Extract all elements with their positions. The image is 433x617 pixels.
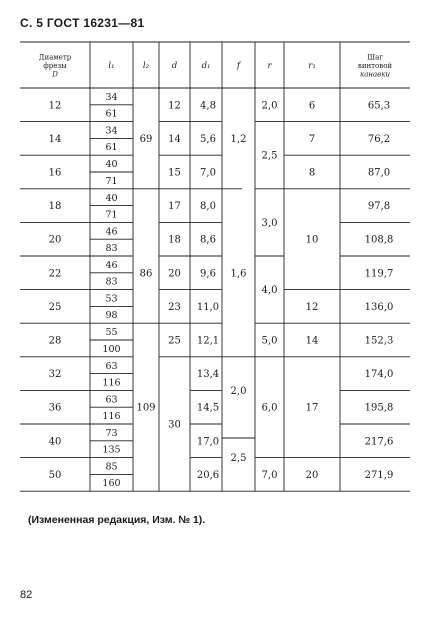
column-header-D: D xyxy=(52,70,58,79)
cell-step: 76,2 xyxy=(367,133,391,145)
cell-l1-short: 40 xyxy=(105,192,118,204)
cell-r: 6,0 xyxy=(261,402,278,414)
cell-d: 20 xyxy=(168,268,181,280)
cell-diameter: 16 xyxy=(48,167,62,179)
cell-l1-long: 61 xyxy=(105,142,118,154)
cell-l2: 109 xyxy=(136,402,156,414)
cell-diameter: 50 xyxy=(48,469,62,481)
cell-l1-short: 34 xyxy=(105,125,118,137)
cell-step: 87,0 xyxy=(367,167,391,179)
cell-l1-long: 116 xyxy=(102,411,121,422)
cell-d1: 20,6 xyxy=(196,469,220,481)
cell-step: 174,0 xyxy=(364,369,394,381)
cell-l1-short: 46 xyxy=(105,260,118,271)
column-header-D: фрезы xyxy=(43,62,67,70)
cell-f: 1,6 xyxy=(230,268,247,280)
cell-l1-long: 98 xyxy=(105,310,118,322)
cell-diameter: 28 xyxy=(48,335,62,347)
cell-l1-long: 160 xyxy=(102,478,121,490)
cell-l1-long: 71 xyxy=(105,209,118,221)
cell-d: 12 xyxy=(168,100,181,112)
cell-diameter: 22 xyxy=(48,268,62,280)
cell-f: 1,2 xyxy=(230,133,247,145)
cell-l1-short: 53 xyxy=(105,293,118,305)
cell-step: 65,3 xyxy=(367,100,391,112)
cell-r1: 10 xyxy=(305,234,319,246)
cell-step: 217,6 xyxy=(364,436,394,448)
cell-l1-long: 83 xyxy=(105,276,118,288)
cell-l1-short: 34 xyxy=(105,92,118,103)
revision-note: (Измененная редакция, Изм. № 1). xyxy=(28,514,206,526)
column-header-l1: l₁ xyxy=(108,61,115,71)
cell-r: 4,0 xyxy=(261,285,278,297)
cell-l1-long: 61 xyxy=(105,108,118,120)
cell-l1-short: 73 xyxy=(105,428,118,439)
cell-d1: 4,8 xyxy=(200,100,216,112)
cell-d1: 12,1 xyxy=(196,335,220,347)
cell-diameter: 12 xyxy=(48,100,62,112)
column-header-d1: d₁ xyxy=(201,61,211,71)
cell-l1-short: 40 xyxy=(105,159,118,171)
cell-l1-short: 46 xyxy=(105,226,118,238)
cell-r1: 14 xyxy=(305,335,319,347)
cell-r1: 8 xyxy=(308,167,316,179)
cell-d: 15 xyxy=(168,167,181,179)
cell-step: 97,8 xyxy=(367,201,391,213)
cell-l1-long: 71 xyxy=(105,175,118,187)
cell-step: 136,0 xyxy=(364,301,394,313)
column-header-D: Диаметр xyxy=(38,53,72,62)
cell-d1: 8,6 xyxy=(200,234,216,246)
cell-d1: 14,5 xyxy=(196,402,220,414)
column-header-r: r xyxy=(267,61,272,71)
cell-r1: 20 xyxy=(305,469,319,481)
cell-d1: 5,6 xyxy=(200,133,216,145)
cell-d: 23 xyxy=(168,301,181,313)
cell-step: 152,3 xyxy=(364,335,394,347)
column-header-l2: l₂ xyxy=(142,61,150,71)
cell-diameter: 36 xyxy=(48,402,62,414)
column-header-step: канавки xyxy=(360,70,390,79)
cell-diameter: 25 xyxy=(48,301,62,313)
cell-l1-long: 83 xyxy=(105,243,118,254)
cell-l1-long: 116 xyxy=(102,377,121,389)
cell-l1-short: 63 xyxy=(105,394,118,406)
cell-d-merged: 30 xyxy=(168,419,181,431)
column-header-f: f xyxy=(236,61,241,71)
cell-d1: 9,6 xyxy=(200,268,216,280)
cell-step: 119,7 xyxy=(364,268,394,280)
cell-r: 5,0 xyxy=(261,335,278,347)
cell-diameter: 14 xyxy=(48,133,62,145)
cell-d1: 17,0 xyxy=(196,436,220,448)
cell-r: 2,0 xyxy=(261,100,278,112)
cell-r: 7,0 xyxy=(261,469,278,481)
page-number: 82 xyxy=(20,589,33,601)
cell-r1: 6 xyxy=(308,100,316,112)
column-header-r1: r₁ xyxy=(308,61,316,71)
cell-r: 2,5 xyxy=(261,150,278,162)
cell-l1-long: 100 xyxy=(102,343,121,355)
column-header-d: d xyxy=(171,61,178,71)
cell-d1: 8,0 xyxy=(200,201,216,213)
cell-step: 108,8 xyxy=(364,234,394,246)
cell-diameter: 32 xyxy=(48,369,62,381)
cell-r: 3,0 xyxy=(261,217,278,229)
cell-step: 271,9 xyxy=(364,469,394,481)
cell-d1: 13,4 xyxy=(196,369,220,381)
cell-l1-long: 135 xyxy=(102,444,121,456)
cell-f: 2,0 xyxy=(230,385,247,397)
cell-r1: 7 xyxy=(308,133,316,145)
cell-diameter: 40 xyxy=(48,436,62,448)
cell-r1: 17 xyxy=(305,402,319,414)
cell-l2: 86 xyxy=(139,268,153,280)
cell-l2: 69 xyxy=(139,133,153,145)
cell-l1-short: 63 xyxy=(105,360,118,372)
page-header: С. 5 ГОСТ 16231—81 xyxy=(20,16,145,30)
column-header-step: Шаг xyxy=(367,53,383,62)
cell-d1: 7,0 xyxy=(200,167,216,179)
cell-d: 25 xyxy=(168,335,181,347)
cell-d: 14 xyxy=(168,133,181,145)
cell-d: 18 xyxy=(168,234,181,246)
cell-f: 2,5 xyxy=(230,453,247,465)
cell-diameter: 20 xyxy=(48,234,62,246)
cell-l1-short: 55 xyxy=(105,327,118,339)
column-header-step: винтовой xyxy=(357,62,393,70)
cell-l1-short: 85 xyxy=(105,461,118,473)
cell-r1: 12 xyxy=(305,301,319,313)
cell-d1: 11,0 xyxy=(196,301,220,313)
cell-d: 17 xyxy=(168,201,181,213)
cell-step: 195,8 xyxy=(364,402,394,414)
cell-diameter: 18 xyxy=(48,201,62,213)
